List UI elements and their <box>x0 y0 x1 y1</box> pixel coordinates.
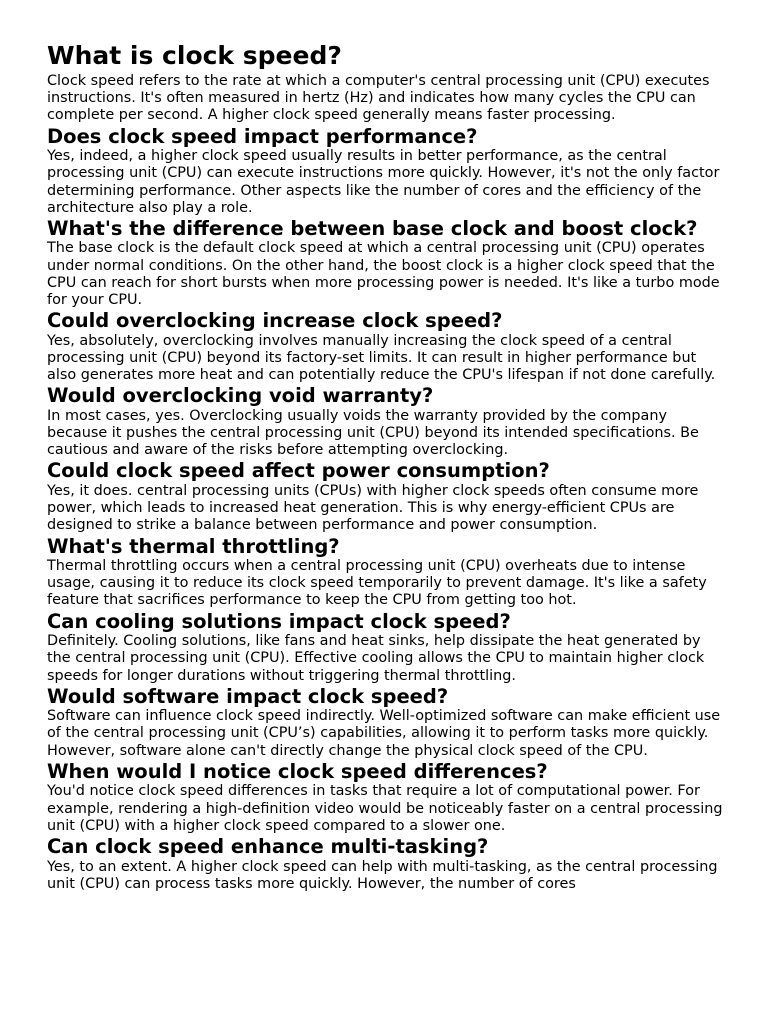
section-heading: Does clock speed impact performance? <box>47 124 478 148</box>
section-paragraph: Yes, to an extent. A higher clock speed can help with multi-tasking, as the central processing unit (CPU) can process tasks more quickly. However, the number of cores <box>47 858 718 892</box>
section-heading: What's the difference between base clock and boost clock? <box>47 216 698 240</box>
section-heading: Could overclocking increase clock speed? <box>47 309 503 333</box>
section-paragraph: Yes, absolutely, overclocking involves manually increasing the clock speed of a central processing unit (CPU) beyond its factory-set limits. It can result in higher performance but also generates more heat and can potentially reduce the CPU's lifespan if not done carefully. <box>47 332 716 384</box>
section-paragraph: Yes, it does. central processing units (CPUs) with higher clock speeds often consume more power, which leads to increased heat generation. This is why energy-efficient CPUs are designed to strike a balance between performance and power consumption. <box>47 482 699 534</box>
section-heading: When would I notice clock speed differences? <box>47 759 548 783</box>
section-paragraph: The base clock is the default clock speed at which a central processing unit (CPU) operates under normal conditions. On the other hand, the boost clock is a higher clock speed that the CPU can reach for short bursts when more processing power is needed. It's like a turbo mode for your CPU. <box>47 240 720 309</box>
section-paragraph: In most cases, yes. Overclocking usually voids the warranty provided by the company because it pushes the central processing unit (CPU) beyond its intended specifications. Be cautious and aware of the risks before attempting overclocking. <box>47 407 699 459</box>
section-paragraph: Definitely. Cooling solutions, like fans and heat sinks, help dissipate the heat generated by the central processing unit (CPU). Effective cooling allows the CPU to maintain higher clock speeds for longer durations without triggering thermal throttling. <box>47 633 705 684</box>
section-paragraph: Software can influence clock speed indirectly. Well-optimized software can make efficient use of the central processing unit (CPU’s) capabilities, allowing it to perform tasks more quickly. However, software alone can't directly change the physical clock speed of the CPU. <box>47 708 721 759</box>
section-heading: Can cooling solutions impact clock speed? <box>47 609 511 633</box>
section-paragraph: Yes, indeed, a higher clock speed usually results in better performance, as the central processing unit (CPU) can execute instructions more quickly. However, it's not the only factor determining performance. Other aspects like the number of cores and the efficiency of the architecture also play a role. <box>47 148 720 216</box>
section-heading: Can clock speed enhance multi-tasking? <box>47 835 489 858</box>
section-paragraph: You'd notice clock speed differences in tasks that require a lot of computational power. For example, rendering a high-definition video would be noticeably faster on a central processing unit (CPU) with a higher clock speed compared to a slower one. <box>47 783 723 834</box>
intro-paragraph: Clock speed refers to the rate at which a computer's central processing unit (CPU) executes instructions. It's often measured in hertz (Hz) and indicates how many cycles the CPU can complete per second. A higher clock speed generally means faster processing. <box>47 73 710 124</box>
page-title: What is clock speed? <box>47 41 342 70</box>
section-heading: Would software impact clock speed? <box>47 684 449 708</box>
section-heading: Could clock speed affect power consumption? <box>47 459 550 483</box>
section-paragraph: Thermal throttling occurs when a central processing unit (CPU) overheats due to intense usage, causing it to reduce its clock speed temporarily to prevent damage. It's like a safety feature that sacrifices performance to keep the CPU from getting too hot. <box>47 558 707 609</box>
section-heading: What's thermal throttling? <box>47 534 340 558</box>
section-heading: Would overclocking void warranty? <box>47 384 434 408</box>
